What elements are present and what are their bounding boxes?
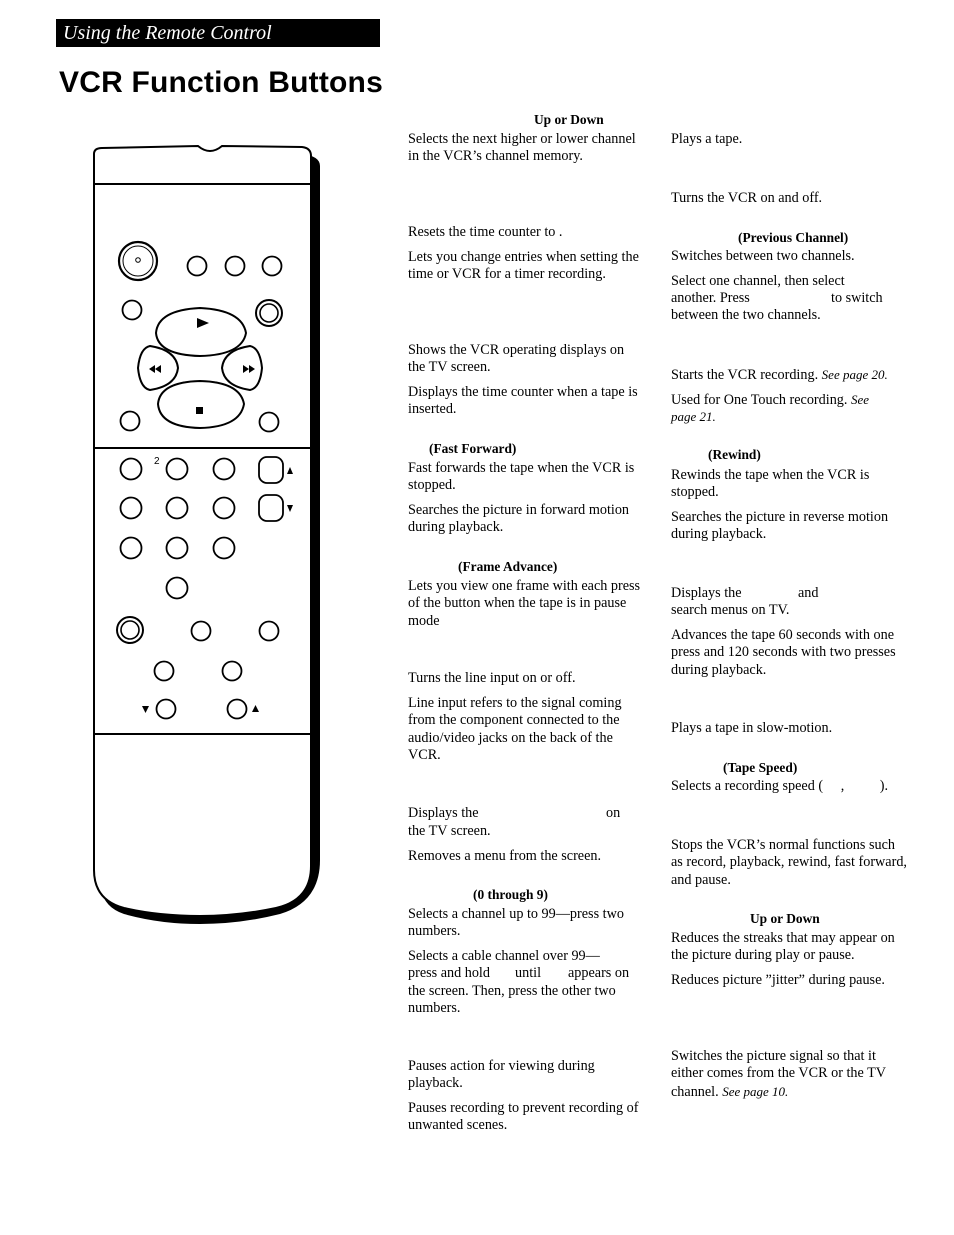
search-description-1b: and: [798, 585, 819, 601]
number-8-button[interactable]: [167, 538, 188, 559]
frame-advance-button[interactable]: [192, 622, 211, 641]
numbers-description-2a: Selects a cable channel over 99—: [408, 948, 600, 964]
previous-channel-heading: (Previous Channel): [738, 230, 849, 245]
numbers-description-2c: until: [515, 965, 542, 981]
menu-button[interactable]: [223, 662, 242, 681]
stop-description: Stops the VCR’s normal functions such as record, playback, rewind, fast forward, and pause.: [671, 837, 907, 888]
slow-button[interactable]: [260, 413, 279, 432]
display-description-2: Displays the time counter when a tape is inserted.: [408, 384, 638, 418]
play-description: Plays a tape.: [671, 131, 743, 147]
record-description-2: [671, 391, 869, 409]
stop-button[interactable]: [158, 381, 244, 428]
menu-description-1a: Displays the: [408, 805, 479, 821]
fast-forward-heading: (Fast Forward): [429, 441, 517, 456]
previous-channel-description-2a: Select one channel, then select: [671, 273, 845, 289]
record-page-reference-1: See page 20.: [821, 367, 888, 382]
tv-vcr-page-reference: See page 10.: [722, 1083, 789, 1099]
section-title: Using the Remote Control: [63, 22, 272, 44]
fast-forward-description-2: Searches the picture in forward motion during playback.: [408, 502, 630, 536]
clear-description-1: Resets the time counter to .: [408, 224, 563, 240]
numbers-description-2b: press and hold: [408, 965, 490, 981]
record-description-1: [671, 366, 888, 384]
tracking-heading: Up or Down: [750, 911, 820, 926]
power-description: Turns the VCR on and off.: [671, 190, 823, 206]
number-2-button[interactable]: [167, 459, 188, 480]
play-button[interactable]: [156, 308, 246, 356]
number-0-button[interactable]: [167, 578, 188, 599]
slow-description: Plays a tape in slow-motion.: [671, 720, 833, 736]
display-description-1: Shows the VCR operating displays on the TV screen.: [408, 342, 625, 376]
record-description-2-text: Used for One Touch recording.: [671, 392, 848, 408]
channel-heading: Up or Down: [534, 112, 604, 127]
page-title: VCR Function Buttons: [59, 66, 383, 99]
search-button[interactable]: [121, 412, 140, 431]
fast-forward-description-1: Fast forwards the tape when the VCR is stopped.: [408, 460, 635, 494]
record-page-reference-2a: See: [850, 392, 870, 407]
number-1-button[interactable]: [121, 459, 142, 480]
search-description-1a: Displays the: [671, 585, 742, 601]
search-description-2: Advances the tape 60 seconds with one press and 120 seconds with two presses during playback.: [671, 627, 896, 678]
pause-description-2: Pauses recording to prevent recording of unwanted scenes.: [408, 1100, 639, 1134]
tv-vcr-button[interactable]: [263, 257, 282, 276]
number-5-button[interactable]: [167, 498, 188, 519]
search-description-1c: search menus on TV.: [671, 602, 790, 618]
previous-channel-description-2b: another. Press: [671, 290, 750, 306]
rewind-description-2: Searches the picture in reverse motion during playback.: [671, 509, 889, 543]
input-sub-label: 2: [154, 456, 160, 467]
pause-description-1: Pauses action for viewing during playback.: [408, 1058, 595, 1092]
channel-description: Selects the next higher or lower channel in the VCR’s channel memory.: [408, 131, 636, 165]
speed-button[interactable]: [123, 301, 142, 320]
menu-description-1c: the TV screen.: [408, 823, 491, 839]
number-9-button[interactable]: [214, 538, 235, 559]
speed-description: Selects a recording speed ( , ).: [671, 778, 889, 794]
numbers-description-1: Selects a channel up to 99—press two numbers.: [408, 906, 624, 940]
channel-up-button[interactable]: [259, 457, 283, 483]
previous-channel-description-1: Switches between two channels.: [671, 248, 855, 264]
section-header-bar: [56, 19, 380, 47]
number-4-button[interactable]: [121, 498, 142, 519]
numbers-description-2d: appears on: [568, 965, 630, 981]
display-button[interactable]: [188, 257, 207, 276]
tv-vcr-description-text: Switches the picture signal so that it either comes from the VCR or the TV channel.: [671, 1048, 886, 1100]
tv-vcr-description: [671, 1048, 907, 1101]
numbers-description-2e: the screen. Then, press the other two numbers.: [408, 983, 616, 1017]
number-7-button[interactable]: [121, 538, 142, 559]
tracking-down-button[interactable]: [157, 700, 176, 719]
power-button[interactable]: [119, 242, 157, 280]
stop-icon: [196, 407, 203, 414]
input-button[interactable]: [155, 662, 174, 681]
input-description-1: Turns the line input on or off.: [408, 670, 576, 686]
tracking-description-1: Reduces the streaks that may appear on the picture during play or pause.: [671, 930, 895, 964]
tracking-description-2: Reduces picture ”jitter” during pause.: [671, 972, 885, 988]
rewind-heading: (Rewind): [708, 447, 761, 462]
previous-channel-description-2c: to switch: [831, 290, 883, 306]
rewind-description-1: Rewinds the tape when the VCR is stopped.: [671, 467, 870, 501]
menu-description-2: Removes a menu from the screen.: [408, 848, 602, 864]
clear-description-2: Lets you change entries when setting the time or VCR for a timer recording.: [408, 249, 639, 283]
previous-channel-description-2d: between the two channels.: [671, 307, 821, 323]
frame-advance-heading: (Frame Advance): [458, 559, 558, 574]
numbers-heading: (0 through 9): [473, 887, 548, 902]
clear-button[interactable]: [226, 257, 245, 276]
record-description-1-text: Starts the VCR recording.: [671, 367, 819, 383]
record-page-reference-2b: page 21.: [671, 409, 716, 424]
channel-down-button[interactable]: [259, 495, 283, 521]
speed-heading: (Tape Speed): [723, 760, 798, 775]
menu-description-1b: on: [606, 805, 621, 821]
number-6-button[interactable]: [214, 498, 235, 519]
previous-channel-button[interactable]: [260, 622, 279, 641]
number-3-button[interactable]: [214, 459, 235, 480]
tracking-up-button[interactable]: [228, 700, 247, 719]
frame-advance-description: Lets you view one frame with each press of the button when the tape is in pause mode: [408, 578, 641, 629]
input-description-2: Line input refers to the signal coming from the component connected to the audio/video jacks on the back of the VCR.: [408, 695, 622, 763]
remote-control-illustration: [86, 144, 326, 934]
